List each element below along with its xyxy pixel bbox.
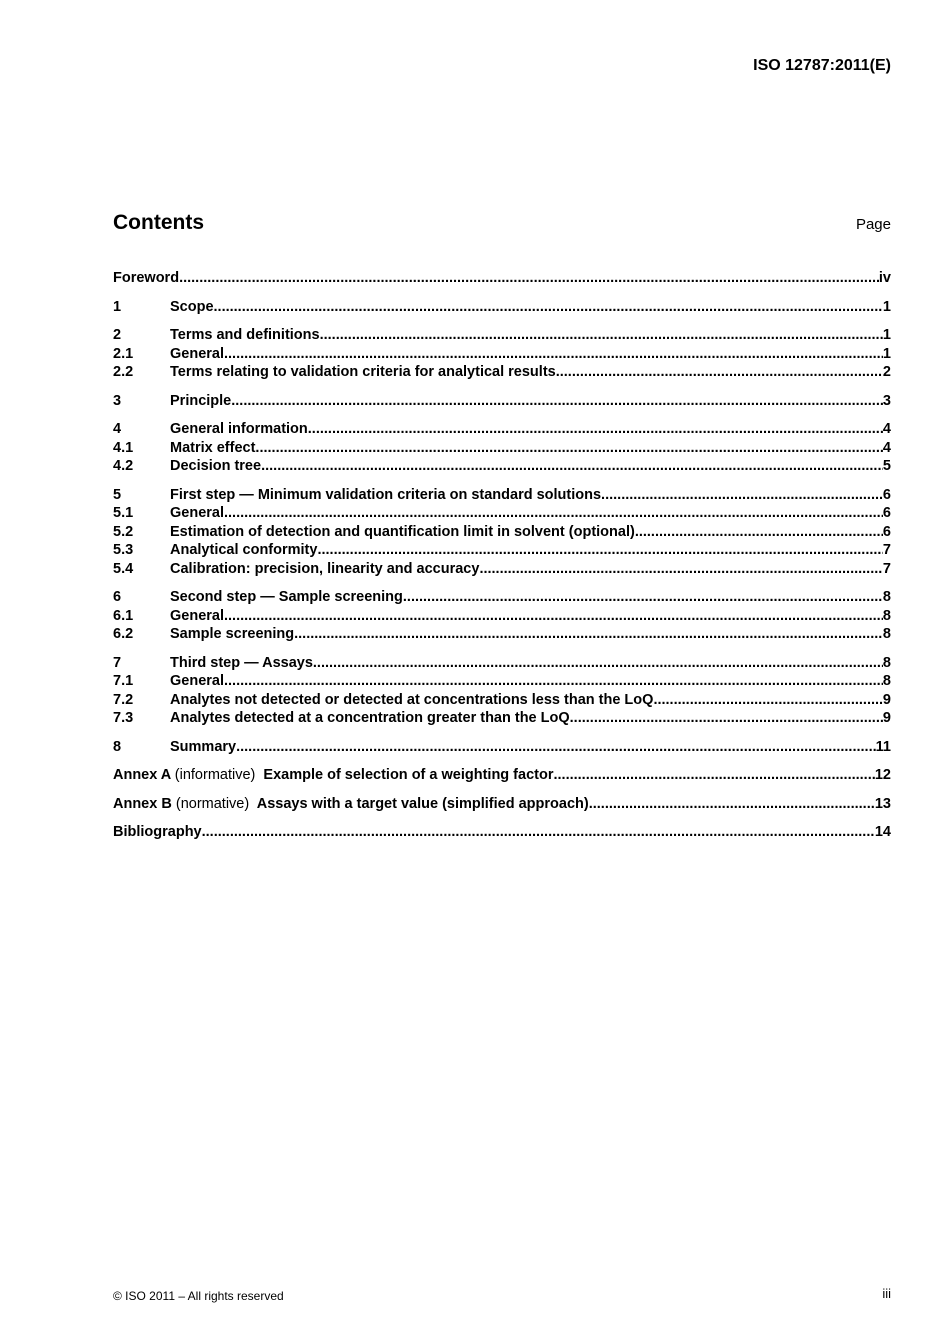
annex-title: Assays with a target value (simplified approach) — [256, 795, 589, 812]
toc-number: 6 — [113, 589, 122, 605]
toc-group-8 — [113, 738, 891, 757]
toc-leader-dots — [231, 392, 883, 410]
toc-number: 5.1 — [113, 505, 134, 521]
toc-number: 7.2 — [113, 691, 134, 708]
toc-label: Matrix effect — [170, 439, 256, 456]
toc-page: 8 — [882, 626, 891, 642]
toc-leader-dots — [224, 672, 883, 690]
contents-header — [113, 210, 891, 238]
toc-page: 5 — [882, 458, 891, 474]
toc-number: 2.2 — [113, 364, 134, 380]
toc-leader-dots — [214, 298, 883, 316]
toc-group-2 — [113, 326, 891, 382]
toc-entry-7-3[interactable] — [113, 709, 891, 728]
toc-number: 3 — [113, 392, 122, 409]
toc-page: 9 — [882, 691, 891, 708]
toc-entry-2[interactable] — [113, 326, 891, 345]
toc-page: 2 — [882, 364, 891, 380]
toc-number: 4 — [113, 421, 122, 437]
toc-number: 5.4 — [113, 560, 134, 577]
toc-group-6 — [113, 588, 891, 644]
toc-number: 2 — [113, 327, 122, 343]
table-of-contents — [113, 269, 891, 852]
toc-page: 7 — [882, 542, 891, 558]
annex-prefix: Annex A — [113, 767, 171, 783]
document-id: ISO 12787:2011(E) — [753, 57, 891, 74]
toc-number: 5 — [113, 486, 122, 503]
toc-entry-5-4[interactable] — [113, 560, 891, 579]
toc-entry-1[interactable] — [113, 298, 891, 317]
toc-annex-label — [113, 795, 589, 813]
toc-entry-7-1[interactable] — [113, 672, 891, 691]
toc-entry-3[interactable] — [113, 392, 891, 411]
toc-entry-5[interactable] — [113, 486, 891, 505]
toc-leader-dots — [570, 709, 883, 727]
toc-group-foreword — [113, 269, 891, 288]
toc-label: Summary — [170, 738, 237, 755]
toc-group-4 — [113, 420, 891, 476]
toc-label: General information — [170, 421, 308, 437]
toc-label: Terms and definitions — [170, 327, 320, 343]
toc-label: Analytes detected at a concentration greater than the LoQ — [170, 710, 570, 726]
toc-page: 12 — [874, 767, 891, 783]
toc-leader-dots — [224, 504, 883, 522]
toc-page: 11 — [875, 738, 891, 755]
annex-type: (informative) — [174, 767, 256, 783]
toc-page: 6 — [882, 486, 891, 503]
toc-label: Sample screening — [170, 626, 295, 642]
toc-page: 8 — [882, 607, 891, 624]
toc-page: 6 — [882, 523, 891, 540]
toc-label: Decision tree — [170, 458, 262, 474]
toc-leader-dots — [224, 345, 883, 363]
toc-group-7 — [113, 654, 891, 728]
toc-page: 8 — [882, 589, 891, 605]
toc-number: 4.2 — [113, 458, 134, 474]
toc-label: General — [170, 673, 224, 689]
toc-label: Terms relating to validation criteria for analytical results — [170, 364, 556, 380]
toc-entry-6-1[interactable] — [113, 607, 891, 626]
toc-page: iv — [878, 270, 891, 286]
toc-page: 1 — [882, 298, 891, 315]
toc-leader-dots — [294, 625, 883, 643]
toc-label: Scope — [170, 298, 214, 315]
toc-leader-dots — [317, 541, 882, 559]
toc-entry-foreword[interactable] — [113, 269, 891, 288]
toc-leader-dots — [635, 523, 883, 541]
toc-leader-dots — [313, 654, 883, 672]
toc-entry-7-2[interactable] — [113, 691, 891, 710]
toc-label: General — [170, 505, 224, 521]
toc-page: 7 — [882, 560, 891, 577]
toc-entry-4-2[interactable] — [113, 457, 891, 476]
toc-entry-4-1[interactable] — [113, 439, 891, 458]
toc-number: 7 — [113, 654, 122, 671]
toc-label: Bibliography — [113, 824, 202, 840]
toc-page: 8 — [882, 673, 891, 689]
toc-leader-dots — [202, 823, 875, 841]
toc-entry-2-2[interactable] — [113, 363, 891, 382]
annex-type: (normative) — [175, 795, 250, 812]
toc-entry-annex-b[interactable] — [113, 795, 891, 814]
toc-leader-dots — [255, 439, 883, 457]
toc-number: 7.3 — [113, 710, 134, 726]
toc-page: 3 — [882, 392, 891, 409]
toc-leader-dots — [179, 269, 879, 287]
toc-label: Second step — Sample screening — [170, 589, 403, 605]
toc-leader-dots — [403, 588, 883, 606]
toc-group-annex-b — [113, 795, 891, 814]
toc-number: 6.1 — [113, 607, 134, 624]
annex-prefix: Annex B — [113, 795, 172, 812]
footer-copyright: © ISO 2011 – All rights reserved — [113, 1289, 284, 1303]
toc-entry-5-1[interactable] — [113, 504, 891, 523]
toc-leader-dots — [553, 766, 874, 784]
annex-title: Example of selection of a weighting factor — [263, 767, 554, 783]
toc-entry-annex-a[interactable] — [113, 766, 891, 785]
toc-label: General — [170, 607, 224, 624]
toc-page: 1 — [882, 345, 891, 362]
toc-leader-dots — [653, 691, 882, 709]
toc-leader-dots — [589, 795, 875, 813]
toc-page: 8 — [882, 654, 891, 671]
toc-label: Principle — [170, 392, 232, 409]
footer-page-number: iii — [882, 1286, 891, 1301]
toc-entry-6[interactable] — [113, 588, 891, 607]
toc-page: 13 — [874, 795, 891, 812]
toc-label: Third step — Assays — [170, 654, 313, 671]
toc-leader-dots — [320, 326, 883, 344]
toc-number: 1 — [113, 298, 122, 315]
toc-number: 7.1 — [113, 673, 134, 689]
toc-leader-dots — [601, 486, 883, 504]
toc-label: Foreword — [113, 270, 180, 286]
toc-page: 9 — [882, 710, 891, 726]
toc-number: 5.2 — [113, 523, 134, 540]
toc-leader-dots — [556, 363, 883, 381]
toc-label: Analytical conformity — [170, 542, 318, 558]
toc-label: Estimation of detection and quantification limit in solvent (optional) — [170, 523, 635, 540]
toc-entry-5-3[interactable] — [113, 541, 891, 560]
toc-leader-dots — [224, 607, 883, 625]
toc-leader-dots — [479, 560, 882, 578]
toc-entry-6-2[interactable] — [113, 625, 891, 644]
contents-title: Contents — [113, 211, 204, 234]
toc-page: 1 — [882, 327, 891, 343]
toc-label: General — [170, 345, 224, 362]
page-column-label: Page — [855, 216, 891, 233]
toc-page: 4 — [882, 421, 891, 437]
toc-leader-dots — [261, 457, 883, 475]
toc-page: 6 — [882, 505, 891, 521]
toc-number: 6.2 — [113, 626, 134, 642]
toc-entry-7[interactable] — [113, 654, 891, 673]
toc-group-5 — [113, 486, 891, 579]
toc-entry-5-2[interactable] — [113, 523, 891, 542]
toc-leader-dots — [308, 420, 883, 438]
toc-number: 4.1 — [113, 439, 134, 456]
toc-group-1 — [113, 298, 891, 317]
toc-number: 2.1 — [113, 345, 134, 362]
toc-label: Calibration: precision, linearity and accuracy — [170, 560, 480, 577]
toc-label: First step — Minimum validation criteria on standard solutions — [170, 486, 602, 503]
toc-annex-label — [113, 766, 553, 784]
toc-entry-2-1[interactable] — [113, 345, 891, 364]
toc-page: 4 — [882, 439, 891, 456]
toc-page: 14 — [874, 824, 891, 840]
toc-group-annex-a — [113, 766, 891, 785]
toc-entry-bibliography[interactable] — [113, 823, 891, 842]
toc-group-bibliography — [113, 823, 891, 842]
toc-leader-dots — [236, 738, 876, 756]
toc-number: 8 — [113, 738, 122, 755]
toc-entry-4[interactable] — [113, 420, 891, 439]
toc-label: Analytes not detected or detected at concentrations less than the LoQ — [170, 691, 654, 708]
toc-number: 5.3 — [113, 542, 134, 558]
toc-entry-8[interactable] — [113, 738, 891, 757]
toc-group-3 — [113, 392, 891, 411]
